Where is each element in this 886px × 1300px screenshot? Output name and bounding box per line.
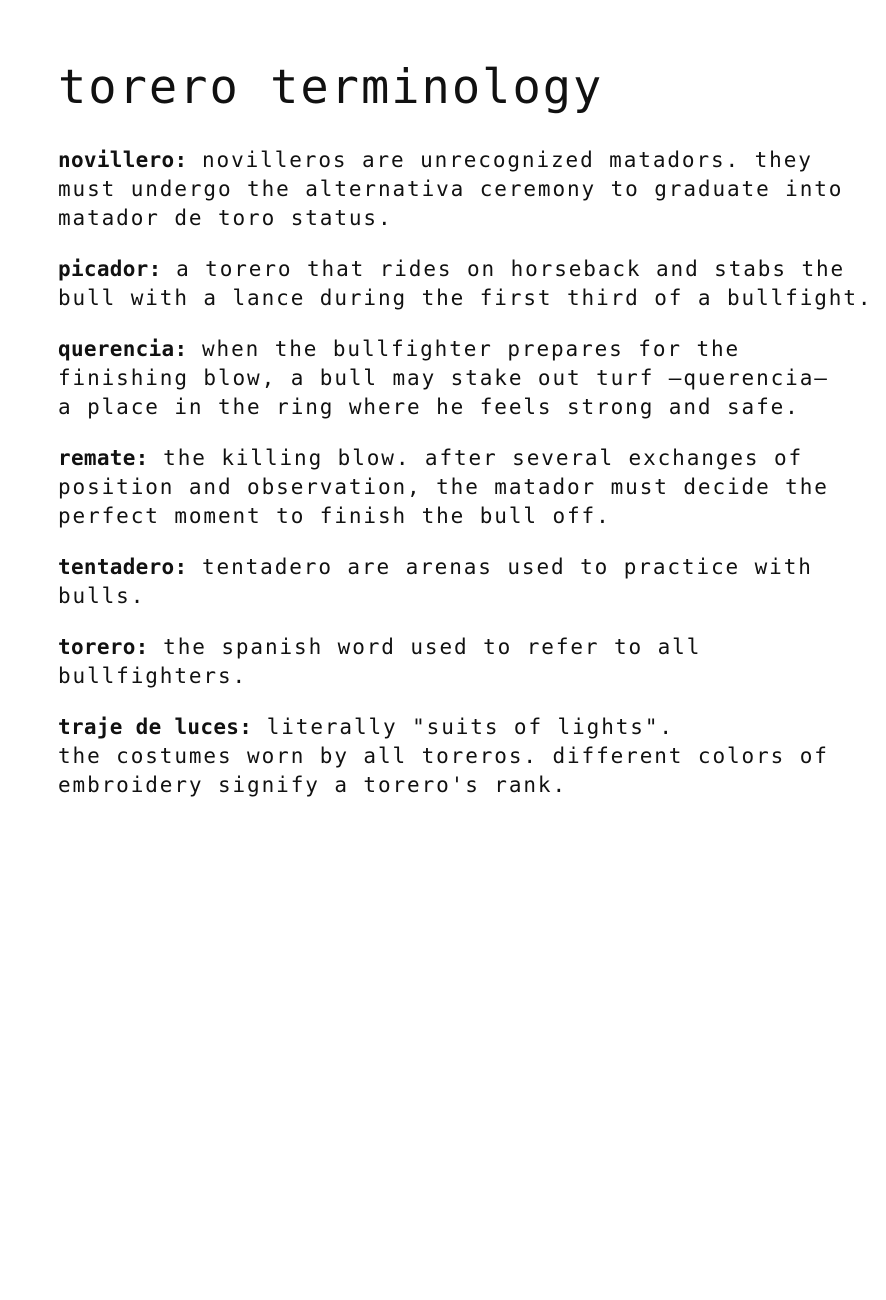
- glossary-definition-line: embroidery signify a torero's rank.: [58, 773, 568, 797]
- glossary-definition-line: bullfighters.: [58, 664, 248, 688]
- glossary-definition-line: bulls.: [58, 584, 146, 608]
- glossary-entry-picador: [58, 255, 873, 313]
- glossary-entry-remate: [58, 444, 868, 531]
- glossary-definition-line: perfect moment to finish the bull off.: [58, 504, 611, 528]
- glossary-term: tentadero:: [58, 555, 188, 579]
- glossary-entry-querencia: [58, 335, 868, 422]
- glossary-term: remate:: [58, 446, 149, 470]
- glossary-definition-line: bull with a lance during the first third of a bullfight.: [58, 286, 873, 310]
- glossary-definition-line: position and observation, the matador must decide the: [58, 475, 829, 499]
- glossary-definition-line: the killing blow. after several exchanges of: [148, 446, 804, 470]
- glossary-entry-tentadero: [58, 553, 868, 611]
- glossary-definition-line: tentadero are arenas used to practice with: [187, 555, 813, 579]
- document-page: [58, 58, 873, 822]
- glossary-definition-line: must undergo the alternativa ceremony to graduate into: [58, 177, 844, 201]
- glossary-entry-novillero: [58, 146, 868, 233]
- glossary-definition-line: the spanish word used to refer to all: [148, 635, 702, 659]
- glossary-definition-line: finishing blow, a bull may stake out turf —querencia—: [58, 366, 829, 390]
- glossary-term: traje de luces:: [58, 715, 253, 739]
- glossary-entry-traje-de-luces: [58, 713, 868, 800]
- glossary-definition-line: literally "suits of lights".: [252, 715, 674, 739]
- page-title: torero terminology: [58, 60, 604, 115]
- glossary-term: novillero:: [58, 148, 188, 172]
- glossary-definition-line: a place in the ring where he feels strong and safe.: [58, 395, 800, 419]
- glossary-definition-line: when the bullfighter prepares for the: [187, 337, 741, 361]
- glossary-term: querencia:: [58, 337, 188, 361]
- glossary-definition-line: novilleros are unrecognized matadors. they: [187, 148, 813, 172]
- glossary-list: [58, 146, 873, 800]
- glossary-definition-line: matador de toro status.: [58, 206, 393, 230]
- glossary-definition-line: a torero that rides on horseback and stabs the: [161, 257, 846, 281]
- glossary-term: torero:: [58, 635, 149, 659]
- glossary-entry-torero: [58, 633, 868, 691]
- glossary-definition-line: the costumes worn by all toreros. different colors of: [58, 744, 829, 768]
- glossary-term: picador:: [58, 257, 162, 281]
